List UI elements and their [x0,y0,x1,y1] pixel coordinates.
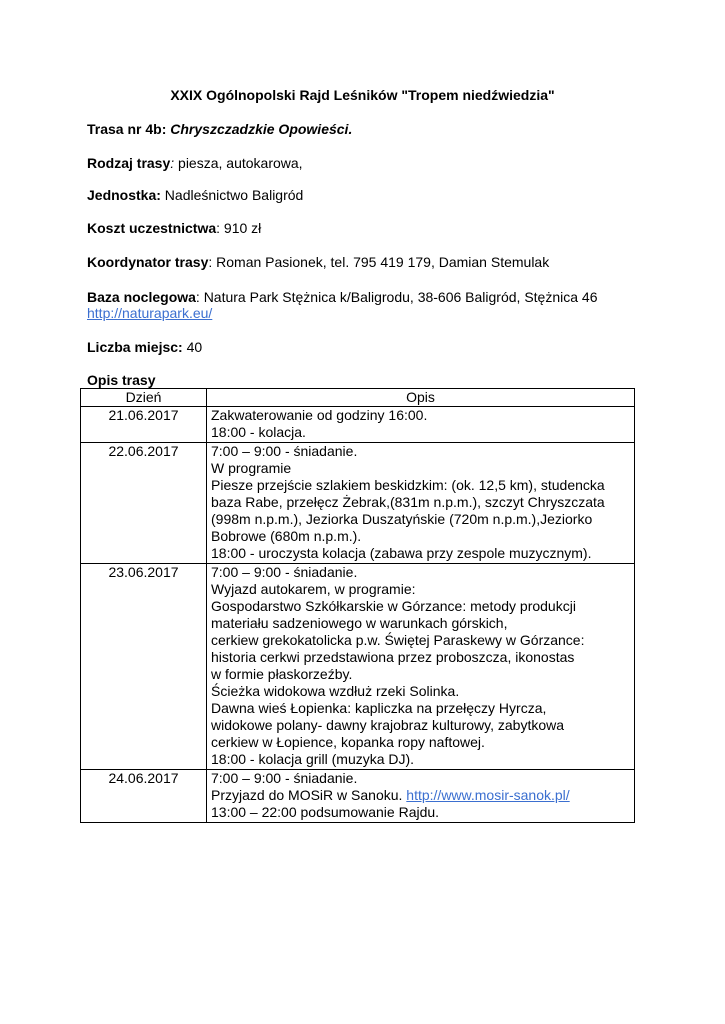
header-description: Opis [207,389,635,407]
day-cell: 24.06.2017 [81,770,207,823]
description-line: 18:00 - kolacja. [211,424,306,440]
table-header-row [81,389,635,407]
description-line [211,787,630,804]
description-cell [207,443,635,564]
description-text: Przyjazd do MOSiR w Sanoku. [211,787,407,803]
day-cell: 22.06.2017 [81,443,207,564]
cost-label: Koszt uczestnictwa [87,220,217,236]
description-line: Bobrowe (680m n.p.m.). [211,528,362,544]
description-line: Zakwaterowanie od godziny 16:00. [211,407,428,423]
description-line: baza Rabe, przełęcz Żebrak,(831m n.p.m.), szczyt Chryszczata [211,494,605,510]
coordinator-value: : Roman Pasionek, tel. 795 419 179, Damian Stemulak [208,254,550,270]
day-cell: 23.06.2017 [81,564,207,770]
description-line: cerkiew grekokatolicka p.w. Świętej Paraskewy w Górzance: [211,632,585,648]
coordinator [87,254,549,271]
route-type-colon: : [170,155,175,171]
table-row [81,443,635,564]
accommodation-value: : Natura Park Stężnica k/Baligrodu, 38-606 Baligród, Stężnica 46 [195,289,598,305]
cost [87,220,261,237]
places [87,339,202,356]
description-line: historia cerkwi przedstawiona przez proboszcza, ikonostas [211,649,575,665]
table-row [81,770,635,823]
description-line: cerkiew w Łopience, kopanka ropy naftowej. [211,734,485,750]
route-description-heading: Opis trasy [87,372,156,388]
description-line: W programie [211,460,292,476]
unit-value: Nadleśnictwo Baligród [160,187,304,203]
accommodation [87,289,597,306]
description-line: widokowe polany- dawny krajobraz kulturowy, zabytkowa [211,717,565,733]
route-type [87,155,303,172]
accommodation-link[interactable]: http://naturapark.eu/ [87,305,213,321]
description-line: Wyjazd autokarem, w programie: [211,581,416,597]
description-line: Gospodarstwo Szkółkarskie w Górzance: metody produkcji [211,598,576,614]
unit-label: Jednostka: [87,187,161,203]
table-row [81,564,635,770]
description-line: (998m n.p.m.), Jeziorka Duszatyńskie (720m n.p.m.),Jeziorko [211,511,593,527]
unit [87,187,303,204]
description-line: Piesze przejście szlakiem beskidzkim: (ok. 12,5 km), studencka [211,477,605,493]
schedule-table [80,388,635,823]
coordinator-label: Koordynator trasy [87,254,209,270]
places-label: Liczba miejsc: [87,339,183,355]
table-row [81,407,635,443]
description-cell [207,770,635,823]
description-line: Ścieżka widokowa wzdłuż rzeki Solinka. [211,683,460,699]
day-cell: 21.06.2017 [81,407,207,443]
route-number [87,121,352,138]
description-line: 13:00 – 22:00 podsumowanie Rajdu. [211,804,440,820]
description-line: 18:00 - uroczysta kolacja (zabawa przy zespole muzycznym). [211,545,592,561]
document-title: XXIX Ogólnopolski Rajd Leśników "Tropem niedźwiedzia" [170,87,555,103]
mosir-link[interactable]: http://www.mosir-sanok.pl/ [406,787,570,803]
route-type-value: piesza, autokarowa, [174,155,303,171]
route-number-label: Trasa nr 4b: [87,121,167,137]
description-line: materiału sadzeniowego w warunkach górskich, [211,615,508,631]
accommodation-label: Baza noclegowa [87,289,196,305]
description-line: 7:00 – 9:00 - śniadanie. [211,443,358,459]
description-cell [207,564,635,770]
description-line: Dawna wieś Łopienka: kapliczka na przełęczy Hyrcza, [211,700,547,716]
cost-value: : 910 zł [216,220,262,236]
description-cell [207,407,635,443]
route-type-label: Rodzaj trasy [87,155,171,171]
description-line: 7:00 – 9:00 - śniadanie. [211,564,358,580]
description-line: w formie płaskorzeźby. [211,666,353,682]
route-number-value: Chryszczadzkie Opowieści. [170,121,353,137]
places-value: 40 [182,339,203,355]
description-line: 7:00 – 9:00 - śniadanie. [211,770,358,786]
description-line: 18:00 - kolacja grill (muzyka DJ). [211,751,415,767]
header-day: Dzień [81,389,207,407]
